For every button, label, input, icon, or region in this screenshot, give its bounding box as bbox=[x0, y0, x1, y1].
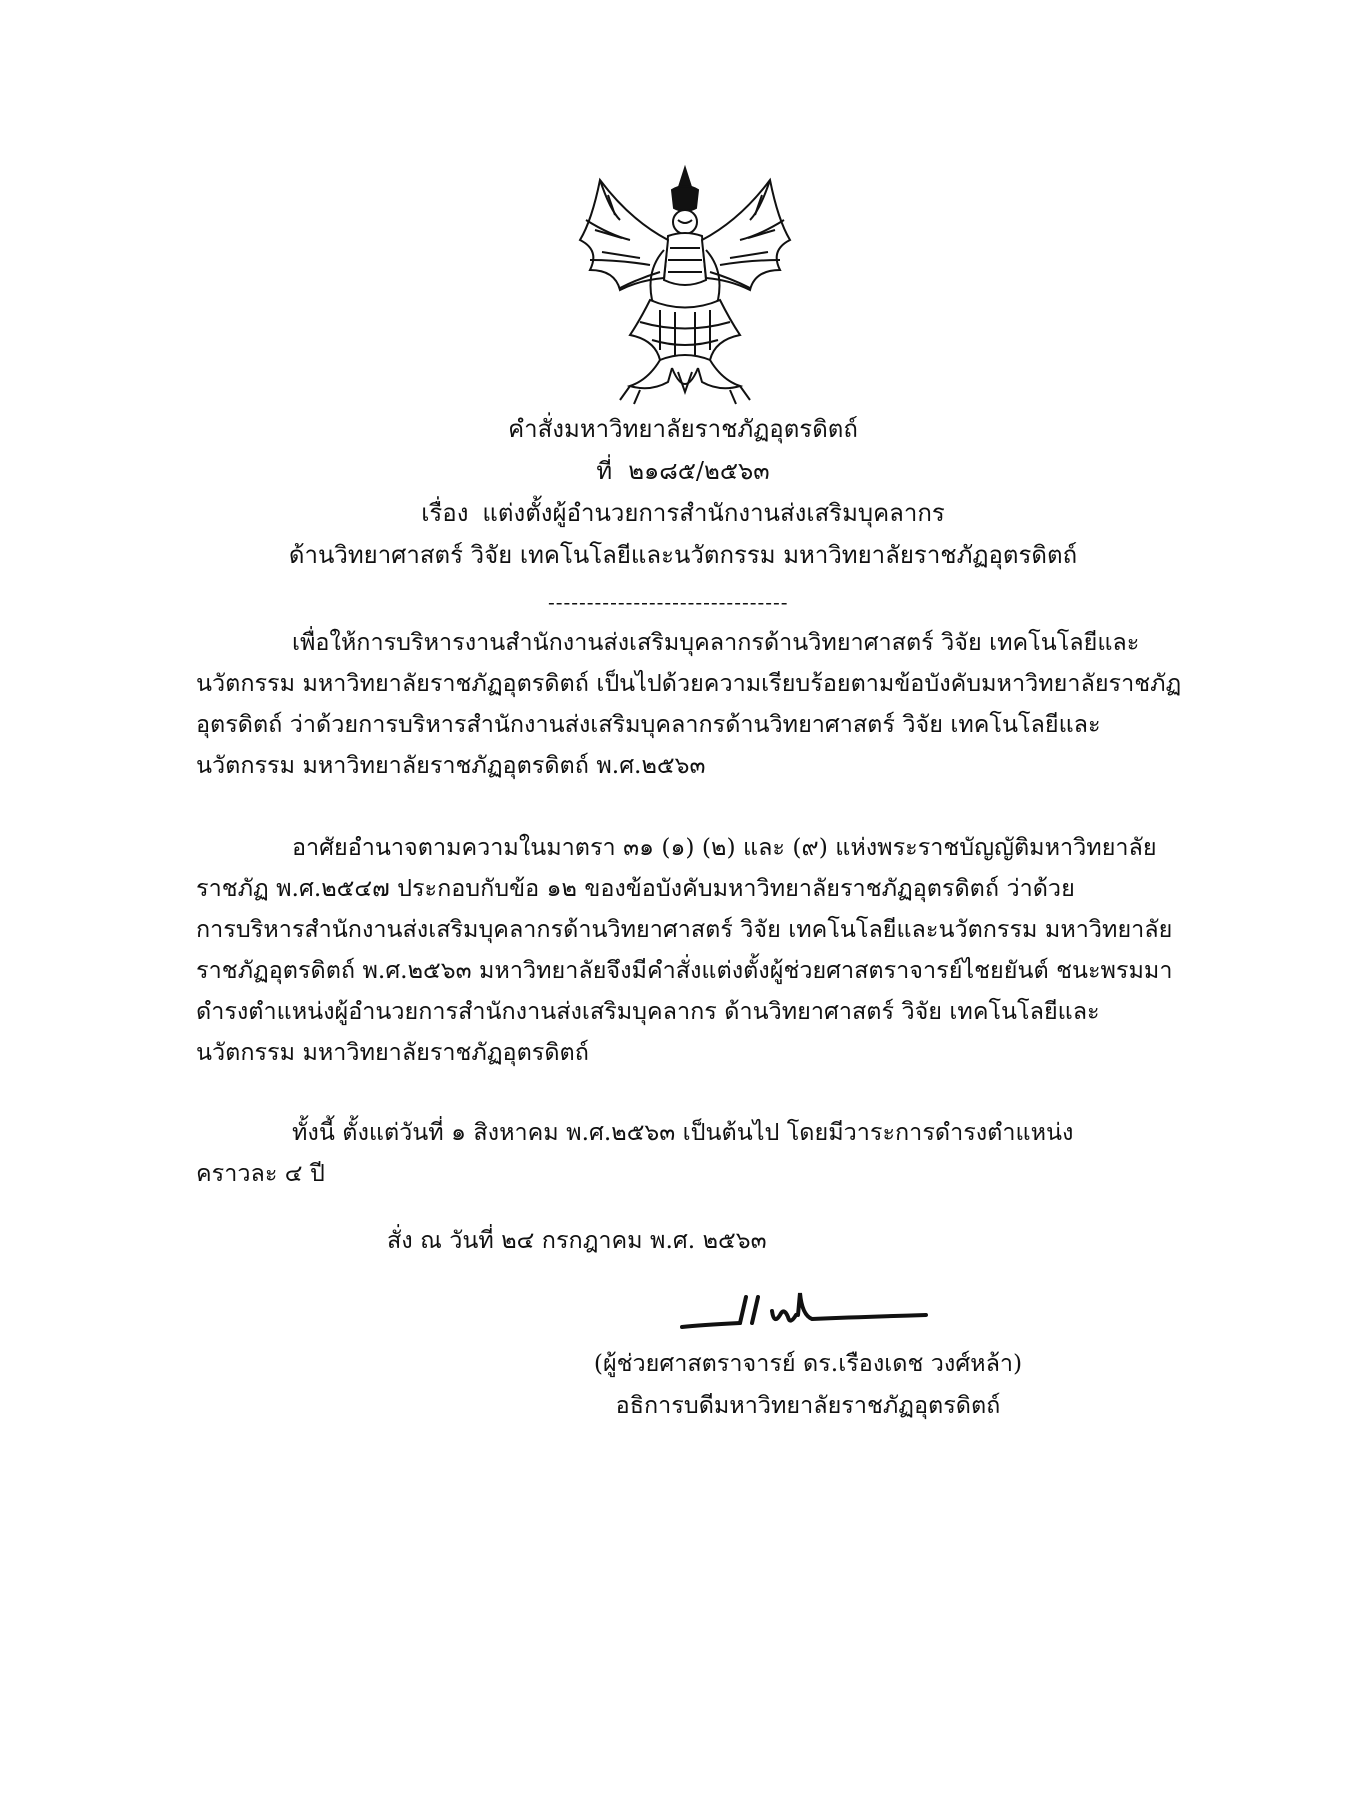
order-subject-label: เรื่อง bbox=[421, 499, 469, 527]
paragraph-line: อุตรดิตถ์ ว่าด้วยการบริหารสำนักงานส่งเสริมบุคลากรด้านวิทยาศาสตร์ วิจัย เทคโนโลยีและ bbox=[196, 710, 1101, 738]
header-divider: ------------------------------- bbox=[548, 590, 789, 614]
order-subject-line2: ด้านวิทยาศาสตร์ วิจัย เทคโนโลยีและนวัตกรรม มหาวิทยาลัยราชภัฏอุตรดิตถ์ bbox=[288, 541, 1078, 569]
order-number-label: ที่ bbox=[596, 457, 613, 485]
paragraph-line: อาศัยอำนาจตามความในมาตรา ๓๑ (๑) (๒) และ (๙) แห่งพระราชบัญญัติมหาวิทยาลัย bbox=[292, 833, 1157, 861]
signer-block bbox=[588, 1342, 1028, 1426]
paragraph-authority bbox=[196, 827, 1173, 1073]
garuda-emblem-icon bbox=[560, 160, 810, 410]
paragraph-line: การบริหารสำนักงานส่งเสริมบุคลากรด้านวิทยาศาสตร์ วิจัย เทคโนโลยีและนวัตกรรม มหาวิทยาลัย bbox=[196, 915, 1173, 943]
paragraph-line: ทั้งนี้ ตั้งแต่วันที่ ๑ สิงหาคม พ.ศ.๒๕๖๓ เป็นต้นไป โดยมีวาระการดำรงตำแหน่ง bbox=[292, 1118, 1074, 1146]
order-subject-line1: แต่งตั้งผู้อำนวยการสำนักงานส่งเสริมบุคลากร bbox=[482, 499, 945, 527]
order-title: คำสั่งมหาวิทยาลัยราชภัฏอุตรดิตถ์ bbox=[508, 415, 858, 443]
paragraph-line: นวัตกรรม มหาวิทยาลัยราชภัฏอุตรดิตถ์ เป็นไปด้วยความเรียบร้อยตามข้อบังคับมหาวิทยาลัยราชภัฏ bbox=[196, 669, 1182, 697]
signer-name: (ผู้ช่วยศาสตราจารย์ ดร.เรืองเดช วงศ์หล้า) bbox=[593, 1349, 1023, 1377]
signer-position: อธิการบดีมหาวิทยาลัยราชภัฏอุตรดิตถ์ bbox=[615, 1391, 1001, 1419]
handwritten-signature bbox=[680, 1285, 930, 1345]
paragraph-line: นวัตกรรม มหาวิทยาลัยราชภัฏอุตรดิตถ์ bbox=[196, 1038, 589, 1066]
paragraph-line: คราวละ ๔ ปี bbox=[196, 1159, 325, 1187]
order-subject bbox=[0, 492, 1366, 534]
order-date: สั่ง ณ วันที่ ๒๔ กรกฎาคม พ.ศ. ๒๕๖๓ bbox=[387, 1226, 767, 1254]
paragraph-purpose bbox=[196, 622, 1182, 786]
paragraph-line: เพื่อให้การบริหารงานสำนักงานส่งเสริมบุคลากรด้านวิทยาศาสตร์ วิจัย เทคโนโลยีและ bbox=[292, 628, 1140, 656]
paragraph-line: ดำรงตำแหน่งผู้อำนวยการสำนักงานส่งเสริมบุคลากร ด้านวิทยาศาสตร์ วิจัย เทคโนโลยีและ bbox=[196, 997, 1100, 1025]
paragraph-line: นวัตกรรม มหาวิทยาลัยราชภัฏอุตรดิตถ์ พ.ศ.๒๕๖๓ bbox=[196, 751, 706, 779]
paragraph-line: ราชภัฏ พ.ศ.๒๕๔๗ ประกอบกับข้อ ๑๒ ของข้อบังคับมหาวิทยาลัยราชภัฏอุตรดิตถ์ ว่าด้วย bbox=[196, 874, 1075, 902]
paragraph-effective-date bbox=[196, 1112, 1151, 1194]
order-header bbox=[0, 408, 1366, 576]
order-number bbox=[0, 450, 1366, 492]
paragraph-line: ราชภัฏอุตรดิตถ์ พ.ศ.๒๕๖๓ มหาวิทยาลัยจึงมีคำสั่งแต่งตั้งผู้ช่วยศาสตราจารย์ไชยยันต์ ชนะพรมมา bbox=[196, 956, 1173, 984]
order-number-value: ๒๑๘๕/๒๕๖๓ bbox=[628, 457, 770, 485]
